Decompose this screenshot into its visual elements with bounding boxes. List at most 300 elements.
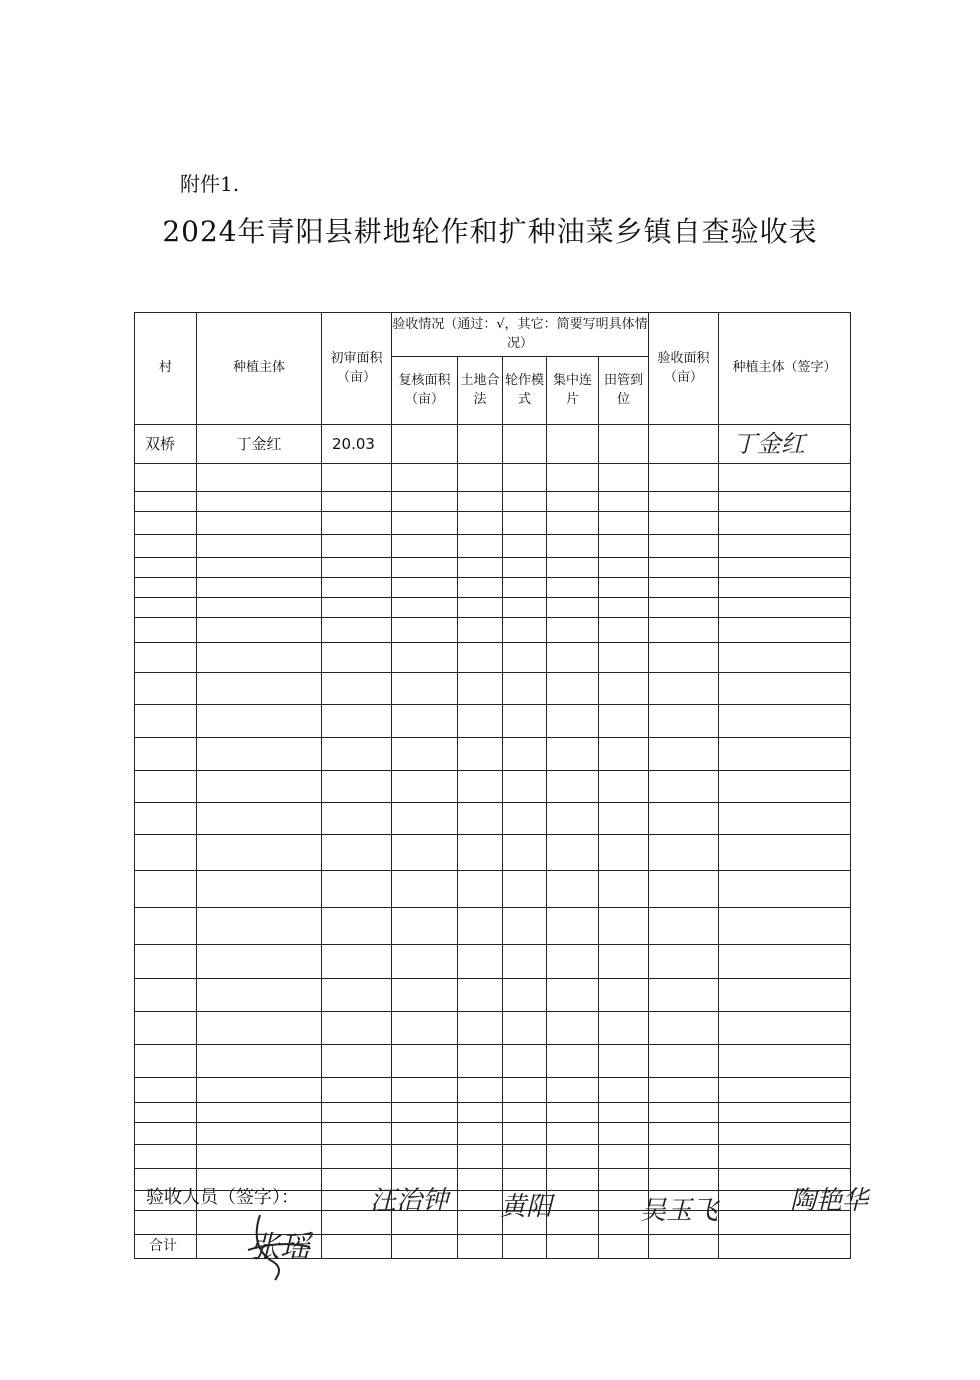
header-village: 村	[135, 313, 197, 425]
cell-accepted-area	[649, 425, 719, 464]
empty-cell	[135, 618, 197, 643]
empty-cell	[197, 558, 322, 578]
empty-cell	[322, 979, 392, 1012]
empty-cell	[197, 673, 322, 705]
empty-cell	[649, 1169, 719, 1191]
table-row	[135, 979, 851, 1012]
empty-cell	[458, 1103, 503, 1123]
header-planter: 种植主体	[197, 313, 322, 425]
empty-cell	[322, 738, 392, 771]
empty-cell	[322, 945, 392, 979]
empty-cell	[135, 673, 197, 705]
empty-cell	[599, 803, 649, 835]
empty-cell	[649, 1123, 719, 1145]
empty-cell	[392, 803, 458, 835]
empty-cell	[392, 771, 458, 803]
empty-cell	[135, 979, 197, 1012]
empty-cell	[458, 492, 503, 512]
inspector-signature: 张瑶	[250, 1230, 310, 1265]
empty-cell	[599, 705, 649, 738]
empty-cell	[649, 1045, 719, 1078]
table-row	[135, 464, 851, 492]
empty-cell	[547, 578, 599, 598]
header-initial-area: 初审面积（亩）	[322, 313, 392, 425]
empty-cell	[503, 908, 547, 945]
empty-cell	[322, 908, 392, 945]
table-row	[135, 771, 851, 803]
table-row	[135, 705, 851, 738]
empty-cell	[458, 738, 503, 771]
empty-cell	[503, 618, 547, 643]
empty-cell	[649, 1103, 719, 1123]
empty-cell	[197, 598, 322, 618]
empty-cell	[135, 835, 197, 871]
empty-cell	[599, 1012, 649, 1045]
empty-cell	[135, 492, 197, 512]
empty-cell	[392, 1103, 458, 1123]
empty-cell	[719, 705, 851, 738]
table-row	[135, 578, 851, 598]
empty-cell	[649, 945, 719, 979]
empty-cell	[458, 835, 503, 871]
empty-cell	[322, 835, 392, 871]
empty-cell	[599, 1145, 649, 1169]
empty-cell	[135, 1145, 197, 1169]
empty-cell	[197, 705, 322, 738]
table-row	[135, 1123, 851, 1145]
table-row	[135, 598, 851, 618]
empty-cell	[322, 598, 392, 618]
empty-cell	[649, 1078, 719, 1103]
empty-cell	[503, 1078, 547, 1103]
empty-cell	[135, 771, 197, 803]
empty-cell	[503, 835, 547, 871]
empty-cell	[392, 1045, 458, 1078]
empty-cell	[547, 945, 599, 979]
empty-cell	[322, 578, 392, 598]
empty-cell	[599, 535, 649, 558]
empty-cell	[599, 979, 649, 1012]
empty-cell	[503, 512, 547, 535]
empty-cell	[547, 492, 599, 512]
empty-cell	[392, 558, 458, 578]
empty-cell	[322, 1045, 392, 1078]
table-row	[135, 512, 851, 535]
empty-cell	[322, 673, 392, 705]
empty-cell	[649, 535, 719, 558]
empty-cell	[197, 945, 322, 979]
blank-rows	[135, 464, 851, 1235]
empty-cell	[719, 908, 851, 945]
empty-cell	[458, 1211, 503, 1235]
empty-cell	[322, 1078, 392, 1103]
empty-cell	[649, 908, 719, 945]
table-row	[135, 535, 851, 558]
header-accepted-area: 验收面积（亩）	[649, 313, 719, 425]
empty-cell	[322, 1123, 392, 1145]
empty-cell	[392, 1145, 458, 1169]
empty-cell	[649, 618, 719, 643]
empty-cell	[719, 598, 851, 618]
empty-cell	[649, 673, 719, 705]
empty-cell	[503, 871, 547, 908]
empty-cell	[458, 979, 503, 1012]
empty-cell	[599, 492, 649, 512]
empty-cell	[599, 1078, 649, 1103]
empty-cell	[503, 643, 547, 673]
empty-cell	[322, 492, 392, 512]
table-row	[135, 558, 851, 578]
empty-cell	[392, 979, 458, 1012]
empty-cell	[547, 464, 599, 492]
empty-cell	[322, 705, 392, 738]
inspector-signature: 吴玉飞	[640, 1196, 719, 1226]
empty-cell	[458, 535, 503, 558]
empty-cell	[547, 738, 599, 771]
empty-cell	[719, 492, 851, 512]
empty-cell	[599, 945, 649, 979]
empty-cell	[135, 738, 197, 771]
empty-cell	[719, 643, 851, 673]
empty-cell	[547, 908, 599, 945]
empty-cell	[197, 771, 322, 803]
empty-cell	[392, 835, 458, 871]
empty-cell	[322, 1103, 392, 1123]
empty-cell	[458, 1078, 503, 1103]
empty-cell	[547, 1078, 599, 1103]
empty-cell	[599, 1169, 649, 1191]
cell-land-legal	[458, 425, 503, 464]
empty-cell	[649, 705, 719, 738]
table-row	[135, 1045, 851, 1078]
empty-cell	[197, 1123, 322, 1145]
empty-cell	[392, 673, 458, 705]
empty-cell	[719, 618, 851, 643]
empty-cell	[322, 1145, 392, 1169]
empty-cell	[649, 558, 719, 578]
header-land-legal: 土地合法	[458, 357, 503, 425]
empty-cell	[135, 1078, 197, 1103]
empty-cell	[719, 1012, 851, 1045]
empty-cell	[547, 1145, 599, 1169]
empty-cell	[322, 643, 392, 673]
table-row	[135, 1103, 851, 1123]
empty-cell	[458, 512, 503, 535]
empty-cell	[649, 643, 719, 673]
empty-cell	[599, 871, 649, 908]
document-title: 2024年青阳县耕地轮作和扩种油菜乡镇自查验收表	[162, 215, 818, 248]
empty-cell	[197, 1078, 322, 1103]
empty-cell	[135, 1211, 197, 1235]
empty-cell	[719, 738, 851, 771]
empty-cell	[649, 835, 719, 871]
table-row	[135, 425, 851, 464]
empty-cell	[503, 945, 547, 979]
empty-cell	[135, 558, 197, 578]
empty-cell	[392, 535, 458, 558]
empty-cell	[135, 512, 197, 535]
empty-cell	[135, 643, 197, 673]
cell-village: 双桥	[135, 425, 197, 464]
empty-cell	[392, 908, 458, 945]
signature-flourish	[240, 1205, 330, 1285]
empty-cell	[503, 979, 547, 1012]
empty-cell	[197, 535, 322, 558]
empty-cell	[599, 512, 649, 535]
empty-cell	[322, 464, 392, 492]
empty-cell	[503, 535, 547, 558]
empty-cell	[458, 871, 503, 908]
empty-cell	[719, 1123, 851, 1145]
empty-cell	[649, 464, 719, 492]
empty-cell	[458, 598, 503, 618]
empty-cell	[322, 512, 392, 535]
empty-cell	[503, 738, 547, 771]
table-row	[135, 618, 851, 643]
empty-cell	[503, 464, 547, 492]
table-row	[135, 673, 851, 705]
empty-cell	[322, 803, 392, 835]
empty-cell	[599, 618, 649, 643]
table-row	[135, 1012, 851, 1045]
empty-cell	[458, 1169, 503, 1191]
header-rotation-mode: 轮作模式	[503, 357, 547, 425]
empty-cell	[547, 771, 599, 803]
empty-cell	[392, 512, 458, 535]
table-row	[135, 1078, 851, 1103]
empty-cell	[392, 738, 458, 771]
empty-cell	[719, 945, 851, 979]
table-row	[135, 643, 851, 673]
empty-cell	[197, 643, 322, 673]
empty-cell	[322, 558, 392, 578]
empty-cell	[197, 1145, 322, 1169]
empty-cell	[649, 578, 719, 598]
empty-cell	[392, 618, 458, 643]
cell-concentrated	[547, 425, 599, 464]
empty-cell	[719, 1103, 851, 1123]
empty-cell	[547, 598, 599, 618]
inspectors-label: 验收人员（签字）：	[146, 1187, 299, 1208]
empty-cell	[197, 1012, 322, 1045]
table-row	[135, 803, 851, 835]
empty-cell	[547, 1211, 599, 1235]
empty-cell	[547, 643, 599, 673]
empty-cell	[392, 1012, 458, 1045]
table-row	[135, 945, 851, 979]
empty-cell	[547, 871, 599, 908]
empty-cell	[135, 535, 197, 558]
empty-cell	[719, 771, 851, 803]
empty-cell	[135, 598, 197, 618]
empty-cell	[135, 908, 197, 945]
empty-cell	[135, 945, 197, 979]
empty-cell	[719, 535, 851, 558]
empty-cell	[547, 673, 599, 705]
empty-cell	[719, 871, 851, 908]
empty-cell	[392, 578, 458, 598]
empty-cell	[135, 578, 197, 598]
empty-cell	[547, 705, 599, 738]
empty-cell	[458, 908, 503, 945]
table-row	[135, 835, 851, 871]
total-label: 合计	[135, 1235, 197, 1258]
empty-cell	[719, 1145, 851, 1169]
empty-cell	[135, 1103, 197, 1123]
header-inspection-group: 验收情况（通过：√，其它：简要写明具体情况）	[392, 313, 649, 357]
cell-planter-signature: 丁金红	[719, 425, 851, 464]
empty-cell	[458, 705, 503, 738]
header-planter-signature: 种植主体（签字）	[719, 313, 851, 425]
empty-cell	[503, 598, 547, 618]
header-field-management: 田管到位	[599, 357, 649, 425]
empty-cell	[458, 558, 503, 578]
empty-cell	[392, 492, 458, 512]
empty-cell	[503, 492, 547, 512]
empty-cell	[503, 1145, 547, 1169]
empty-cell	[719, 1078, 851, 1103]
empty-cell	[547, 979, 599, 1012]
empty-cell	[392, 598, 458, 618]
cell-planter: 丁金红	[197, 425, 322, 464]
empty-cell	[458, 771, 503, 803]
empty-cell	[599, 673, 649, 705]
empty-cell	[547, 1191, 599, 1211]
inspection-table	[134, 312, 851, 1259]
empty-cell	[547, 1012, 599, 1045]
empty-cell	[458, 803, 503, 835]
empty-cell	[135, 464, 197, 492]
inspector-signature: 陶艳华	[790, 1186, 869, 1216]
empty-cell	[719, 1045, 851, 1078]
empty-cell	[197, 1103, 322, 1123]
table-row	[135, 871, 851, 908]
table-row	[135, 908, 851, 945]
empty-cell	[458, 1123, 503, 1145]
empty-cell	[649, 492, 719, 512]
header-concentrated: 集中连片	[547, 357, 599, 425]
empty-cell	[197, 618, 322, 643]
empty-cell	[547, 1123, 599, 1145]
empty-cell	[719, 979, 851, 1012]
empty-cell	[503, 1012, 547, 1045]
empty-cell	[197, 464, 322, 492]
empty-cell	[458, 643, 503, 673]
empty-cell	[197, 871, 322, 908]
empty-cell	[322, 771, 392, 803]
header-recheck-area: 复核面积（亩）	[392, 357, 458, 425]
empty-cell	[458, 1045, 503, 1078]
empty-cell	[197, 492, 322, 512]
empty-cell	[547, 1103, 599, 1123]
empty-cell	[197, 512, 322, 535]
empty-cell	[135, 1123, 197, 1145]
table-row	[135, 1145, 851, 1169]
empty-cell	[503, 771, 547, 803]
empty-cell	[503, 1103, 547, 1123]
empty-cell	[547, 1169, 599, 1191]
empty-cell	[599, 1045, 649, 1078]
empty-cell	[458, 618, 503, 643]
empty-cell	[197, 908, 322, 945]
empty-cell	[599, 738, 649, 771]
empty-cell	[458, 1145, 503, 1169]
empty-cell	[503, 705, 547, 738]
empty-cell	[197, 835, 322, 871]
empty-cell	[322, 1012, 392, 1045]
empty-cell	[599, 908, 649, 945]
empty-cell	[649, 598, 719, 618]
empty-cell	[547, 535, 599, 558]
cell-rotation-mode	[503, 425, 547, 464]
empty-cell	[547, 1045, 599, 1078]
empty-cell	[458, 673, 503, 705]
table-row	[135, 738, 851, 771]
empty-cell	[649, 771, 719, 803]
empty-cell	[458, 578, 503, 598]
empty-cell	[135, 1012, 197, 1045]
empty-cell	[599, 598, 649, 618]
empty-cell	[197, 738, 322, 771]
empty-cell	[599, 771, 649, 803]
empty-cell	[719, 512, 851, 535]
empty-cell	[322, 871, 392, 908]
empty-cell	[392, 705, 458, 738]
empty-cell	[719, 578, 851, 598]
inspector-signature: 汪治钟	[370, 1186, 449, 1216]
empty-cell	[599, 578, 649, 598]
empty-cell	[503, 803, 547, 835]
empty-cell	[503, 578, 547, 598]
empty-cell	[649, 1012, 719, 1045]
empty-cell	[197, 803, 322, 835]
empty-cell	[503, 1045, 547, 1078]
empty-cell	[458, 1012, 503, 1045]
empty-cell	[392, 945, 458, 979]
empty-cell	[719, 464, 851, 492]
empty-cell	[197, 1045, 322, 1078]
empty-cell	[599, 835, 649, 871]
empty-cell	[599, 464, 649, 492]
empty-cell	[197, 979, 322, 1012]
empty-cell	[458, 945, 503, 979]
empty-cell	[719, 558, 851, 578]
empty-cell	[135, 871, 197, 908]
empty-cell	[547, 803, 599, 835]
empty-cell	[135, 705, 197, 738]
table-row	[135, 492, 851, 512]
inspector-signature: 黄阳	[500, 1192, 553, 1222]
cell-recheck-area	[392, 425, 458, 464]
empty-cell	[322, 535, 392, 558]
empty-cell	[599, 1123, 649, 1145]
empty-cell	[392, 1078, 458, 1103]
empty-cell	[458, 464, 503, 492]
empty-cell	[392, 1123, 458, 1145]
empty-cell	[649, 979, 719, 1012]
empty-cell	[503, 1123, 547, 1145]
empty-cell	[719, 803, 851, 835]
empty-cell	[547, 558, 599, 578]
empty-cell	[649, 871, 719, 908]
empty-cell	[719, 835, 851, 871]
empty-cell	[649, 803, 719, 835]
empty-cell	[322, 618, 392, 643]
empty-cell	[392, 464, 458, 492]
attachment-label: 附件1.	[180, 172, 240, 196]
empty-cell	[547, 512, 599, 535]
empty-cell	[599, 1103, 649, 1123]
